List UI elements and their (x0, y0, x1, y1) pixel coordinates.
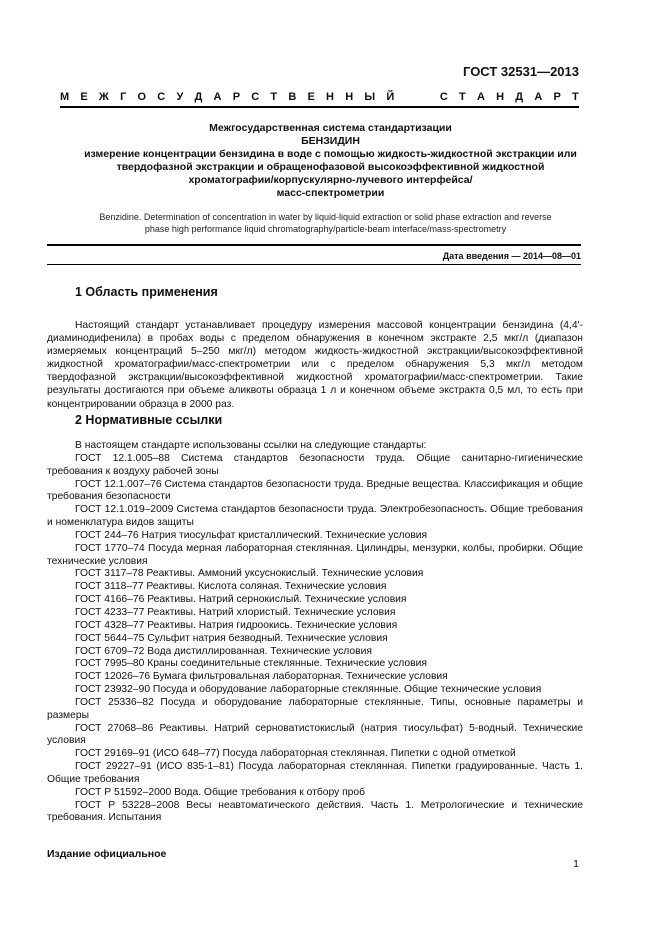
title-substance: БЕНЗИДИН (301, 135, 360, 147)
title-line-6: масс-спектрометрии (276, 187, 385, 199)
banner-letter: Й (386, 91, 395, 103)
introduction-date: Дата введения — 2014—08—01 (442, 251, 581, 261)
banner-letter: А (213, 91, 222, 103)
banner-letter (405, 91, 411, 103)
reference-item: ГОСТ 4328–77 Реактивы. Натрия гидроокись. Технические условия (75, 619, 398, 631)
banner-letter: С (157, 91, 166, 103)
title-line-3: измерение концентрации бензидина в воде с помощью жидкость-жидкостной экстракции или (84, 148, 577, 160)
banner-letter: Г (120, 91, 127, 103)
reference-item: ГОСТ 7995–80 Краны соединительные стеклянные. Технические условия (75, 658, 427, 670)
banner-letter (423, 91, 429, 103)
banner-letter: В (288, 91, 297, 103)
reference-item: ГОСТ 29227–91 (ИСО 835-1–81) Посуда лабораторная стеклянная. Пипетки градуированные. Часть 1. Общие требования (47, 761, 583, 785)
banner-letter: Е (307, 91, 315, 103)
banner-letter: А (534, 91, 543, 103)
reference-item: ГОСТ 244–76 Натрия тиосульфат кристаллический. Технические условия (75, 529, 428, 541)
banner-letter: Н (496, 91, 505, 103)
reference-item: ГОСТ Р 53228–2008 Весы неавтоматического действия. Часть 1. Метрологические и технические требования. Испытания (47, 799, 583, 824)
banner-letter: Р (232, 91, 241, 103)
banner-underline (60, 106, 579, 108)
page-number: 1 (573, 858, 579, 870)
document-title (40, 122, 621, 200)
reference-item: ГОСТ 27068–86 Реактивы. Натрий серноватистокислый (натрия тиосульфат) 5-водный. Технические условия (47, 722, 583, 747)
reference-item: ГОСТ 25336–82 Посуда и оборудование лабораторные стеклянные. Типы, основные параметры и размеры (47, 696, 583, 721)
date-divider (47, 264, 581, 265)
reference-item: ГОСТ 4166–76 Реактивы. Натрий сернокислый. Технические условия (75, 594, 407, 606)
reference-item: ГОСТ 23932–90 Посуда и оборудование лабораторные стеклянные. Общие технические условия (75, 684, 542, 696)
title-system: Межгосударственная система стандартизации (209, 122, 452, 134)
banner-letter: Т (459, 91, 466, 103)
section-1-paragraph: Настоящий стандарт устанавливает процедуру измерения массовой концентрации бензидина (4,4'-диаминодифенила) в пробах воды с пределом обнаружения в конечном экстракте 2,5 мкг/л (диапазон измеряемых концентраций 5–250 мкг/л) методом жидкость-жидкостной экстракции/высокоэффективной жидкостной хроматографии/масс-спектрометрии или с пределом обнаружения 5,3 мкг/л методом твердофазной экстракции/высокоэффективной жидкостной хроматографии/масс-спектрометрии. Такие результаты достигаются при объеме аликвоты образца 1 л и конечном объеме экстракта 0,5 мл, то есть при концентрировании образца в 2000 раз. (47, 320, 583, 410)
reference-item: ГОСТ 12.1.019–2009 Система стандартов безопасности труда. Электробезопасность. Общие требования и номенклатура видов защиты (47, 504, 583, 529)
normative-references-list (47, 440, 583, 825)
banner-letter: Т (572, 91, 579, 103)
reference-item: ГОСТ 12026–76 Бумага фильтровальная лабораторная. Технические условия (75, 671, 448, 683)
title-line-4: твердофазной экстракции и обращенофазовой высокоэффективной жидкостной (116, 161, 545, 173)
banner-letter: Ы (364, 91, 376, 103)
reference-item: ГОСТ 3118–77 Реактивы. Кислота соляная. Технические условия (75, 581, 387, 593)
banner-letter: Р (553, 91, 561, 103)
section-2-heading: 2 Нормативные ссылки (75, 413, 223, 427)
banner-letter: Д (515, 91, 524, 103)
section-1-heading: 1 Область применения (75, 285, 218, 299)
english-title (60, 211, 591, 235)
reference-item: ГОСТ 4233–77 Реактивы. Натрий хлористый. Технические условия (75, 606, 396, 618)
reference-item: ГОСТ 1770–74 Посуда мерная лабораторная стеклянная. Цилиндры, мензурки, колбы, пробирки. Общие технические условия (47, 542, 583, 567)
title-line-5: хроматографии/корпускулярно-лучевого интерфейса/ (188, 174, 473, 186)
standard-code: ГОСТ 32531—2013 (463, 64, 579, 79)
banner-letter: У (176, 91, 184, 103)
banner-letter: С (439, 91, 448, 103)
section-1-body (47, 319, 583, 411)
reference-item: ГОСТ 5644–75 Сульфит натрия безводный. Технические условия (75, 632, 388, 644)
reference-item: ГОСТ 6709–72 Вода дистиллированная. Технические условия (75, 645, 372, 657)
title-divider (47, 244, 581, 246)
interstate-standard-banner (60, 91, 579, 108)
reference-item: ГОСТ 3117–78 Реактивы. Аммоний уксуснокислый. Технические условия (75, 568, 424, 580)
reference-item: ГОСТ 12.1.007–76 Система стандартов безопасности труда. Вредные вещества. Классификация и общие требования безопасности (47, 478, 583, 503)
banner-letter: Т (270, 91, 278, 103)
banner-letter: Ж (98, 91, 109, 103)
banner-letter: А (476, 91, 485, 103)
banner-letter: О (137, 91, 147, 103)
reference-item: ГОСТ 12.1.005–88 Система стандартов безопасности труда. Общие санитарно-гигиенические требования к воздуху рабочей зоны (47, 452, 583, 477)
english-title-line-1: Benzidine. Determination of concentration in water by liquid-liquid extraction or solid phase extraction and reverse (99, 212, 552, 222)
banner-letter: Д (194, 91, 203, 103)
banner-letter: М (60, 91, 70, 103)
banner-letter: Н (326, 91, 334, 103)
english-title-line-2: phase high performance liquid chromatography/particle-beam interface/mass-spectrometry (144, 224, 507, 234)
official-edition-label: Издание официальное (47, 848, 167, 860)
banner-letter: Е (80, 91, 88, 103)
reference-item: ГОСТ 29169–91 (ИСО 648–77) Посуда лабораторная стеклянная. Пипетки с одной отметкой (75, 748, 516, 760)
banner-letter: С (251, 91, 260, 103)
banner-letter: Н (345, 91, 354, 103)
references-intro: В настоящем стандарте использованы ссылки на следующие стандарты: (75, 440, 427, 451)
reference-item: ГОСТ Р 51592–2000 Вода. Общие требования к отбору проб (75, 786, 366, 798)
